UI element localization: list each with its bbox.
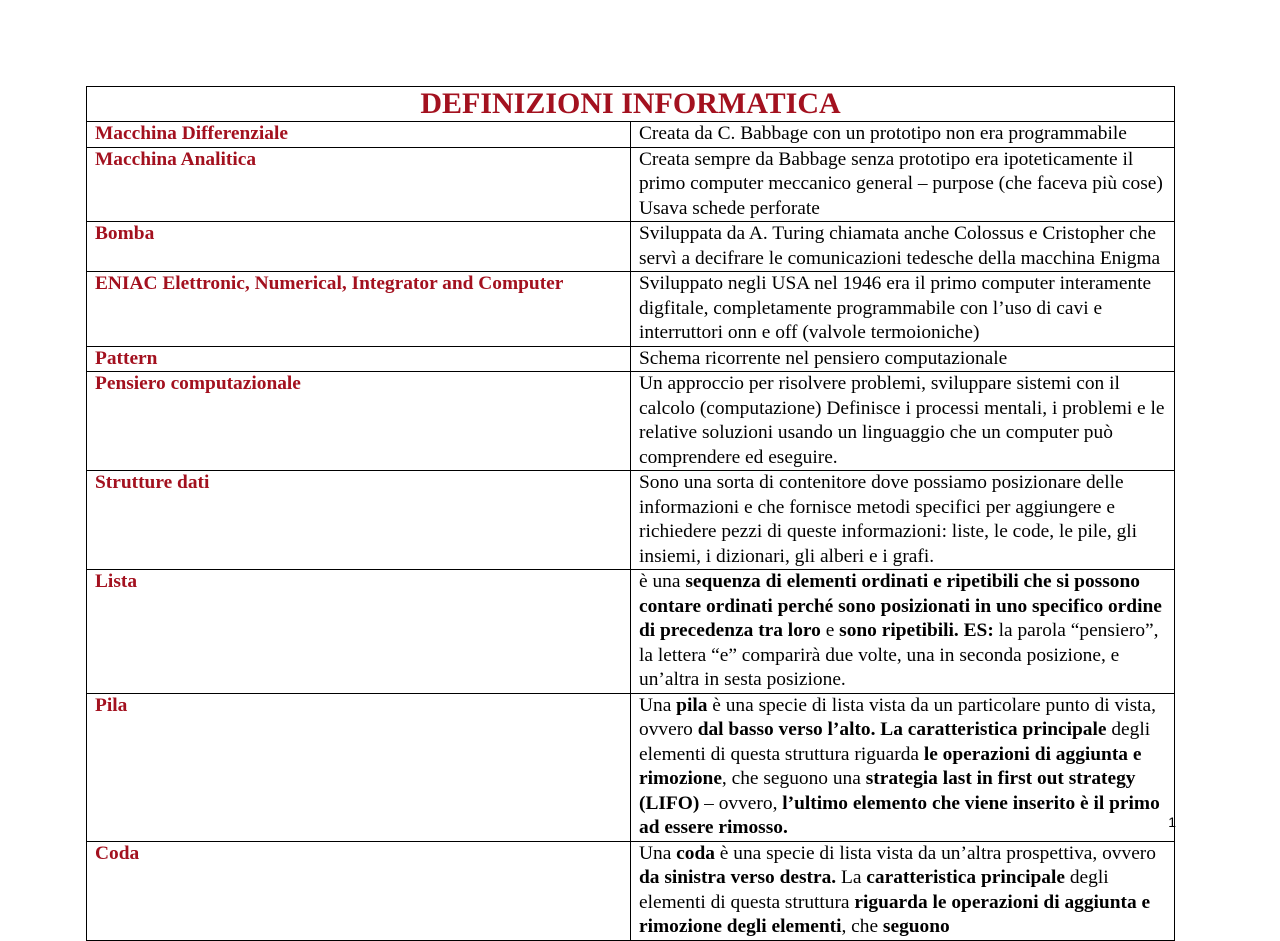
definition-text: , che seguono una: [721, 768, 866, 789]
definition-row: [87, 471, 1175, 570]
definition-row: [87, 372, 1175, 471]
definition-text: e: [820, 620, 840, 641]
definition-text: – ovvero,: [699, 792, 783, 814]
definition-row: [87, 122, 1175, 148]
title-row: [87, 87, 1175, 122]
definition-bold-text: dal basso verso l’alto. La caratteristica principale: [697, 719, 1107, 740]
definition-cell: [631, 222, 1175, 272]
definition-text: è una specie di lista vista da un particolare punto di vista, ovvero: [639, 694, 1156, 740]
definition-text: Sono una sorta di contenitore dove possiamo posizionare delle informazioni e che fornisce metodi specifici per aggiungere e richiedere pezzi di queste informazioni: liste, le code, le pile, gli insiemi, i dizionari, gli alberi e i grafi.: [639, 472, 1138, 567]
definition-row: [87, 222, 1175, 272]
definition-text: la parola “pensiero”, la lettera “e” comparirà due volte, una in seconda posizione, e un’altra in sesta posizione.: [639, 620, 1159, 690]
definition-cell: [631, 272, 1175, 347]
page-number: 1: [1168, 814, 1176, 830]
definition-bold-text: strategia last in first out strategy (LIFO): [639, 768, 1136, 814]
definition-text: è una specie di lista vista da un’altra prospettiva, ovvero: [714, 842, 1156, 864]
definition-bold-text: sequenza di elementi ordinati e ripetibili che si possono contare ordinati perché sono posizionati in uno specifico ordine di precedenza tra loro: [639, 571, 1162, 641]
definition-bold-text: riguarda le operazioni di aggiunta e rimozione degli elementi: [639, 891, 1151, 937]
document-title: DEFINIZIONI INFORMATICA: [87, 87, 1175, 122]
definition-bold-text: sono ripetibili. ES:: [839, 620, 994, 641]
definition-cell: [631, 147, 1175, 222]
definition-cell: [631, 372, 1175, 471]
term-cell: Bomba: [87, 222, 631, 272]
definition-row: [87, 147, 1175, 222]
term-cell: Macchina Differenziale: [87, 122, 631, 148]
definitions-table-body: [87, 87, 1175, 941]
definition-text: è una: [639, 571, 686, 592]
definition-cell: [631, 122, 1175, 148]
term-cell: Coda: [87, 841, 631, 940]
definition-row: [87, 272, 1175, 347]
definition-bold-text: le operazioni di aggiunta e rimozione: [639, 743, 1142, 789]
term-cell: ENIAC Elettronic, Numerical, Integrator and Computer: [87, 272, 631, 347]
definition-text: degli elementi di questa struttura: [639, 867, 1109, 913]
definition-text: Un approccio per risolvere problemi, sviluppare sistemi con il calcolo (computazione) Definisce i processi mentali, i problemi e le relative soluzioni usando un linguaggio che un computer può comprendere ed eseguire.: [639, 373, 1165, 468]
definition-text: Creata da C. Babbage con un prototipo non era programmabile: [639, 123, 1127, 144]
definition-bold-text: caratteristica principale: [866, 867, 1065, 888]
definition-text: Schema ricorrente nel pensiero computazionale: [639, 347, 1008, 369]
term-cell: Macchina Analitica: [87, 147, 631, 222]
definition-text: Sviluppata da A. Turing chiamata anche Colossus e Cristopher che servì a decifrare le comunicazioni tedesche della macchina Enigma: [639, 223, 1161, 269]
definition-bold-text: da sinistra verso destra.: [639, 867, 837, 888]
definition-text: La: [836, 867, 867, 888]
definition-text: Una: [639, 842, 677, 864]
definition-bold-text: coda: [676, 842, 715, 864]
definition-text: Sviluppato negli USA nel 1946 era il primo computer interamente digfitale, completamente programmabile con l’uso di cavi e interruttori onn e off (valvole termoioniche): [639, 273, 1152, 343]
definition-text: Una: [639, 694, 677, 716]
definition-cell: [631, 570, 1175, 694]
definition-bold-text: pila: [676, 694, 708, 716]
term-cell: Lista: [87, 570, 631, 694]
definition-bold-text: seguono: [882, 916, 950, 937]
term-cell: Pila: [87, 693, 631, 841]
definition-row: [87, 570, 1175, 694]
definition-cell: [631, 471, 1175, 570]
definition-text: , che: [841, 916, 883, 937]
term-cell: Strutture dati: [87, 471, 631, 570]
definition-bold-text: l’ultimo elemento che viene inserito è il primo ad essere rimosso.: [639, 792, 1160, 838]
definitions-table: [86, 86, 1175, 941]
term-cell: Pattern: [87, 346, 631, 372]
definition-row: [87, 841, 1175, 940]
definition-row: [87, 693, 1175, 841]
term-cell: Pensiero computazionale: [87, 372, 631, 471]
definition-cell: [631, 346, 1175, 372]
definition-text: Creata sempre da Babbage senza prototipo era ipoteticamente il primo computer meccanico general – purpose (che faceva più cose) Usava schede perforate: [639, 148, 1163, 219]
definition-row: [87, 346, 1175, 372]
definition-cell: [631, 841, 1175, 940]
definition-text: degli elementi di questa struttura riguarda: [639, 719, 1151, 765]
definition-cell: [631, 693, 1175, 841]
